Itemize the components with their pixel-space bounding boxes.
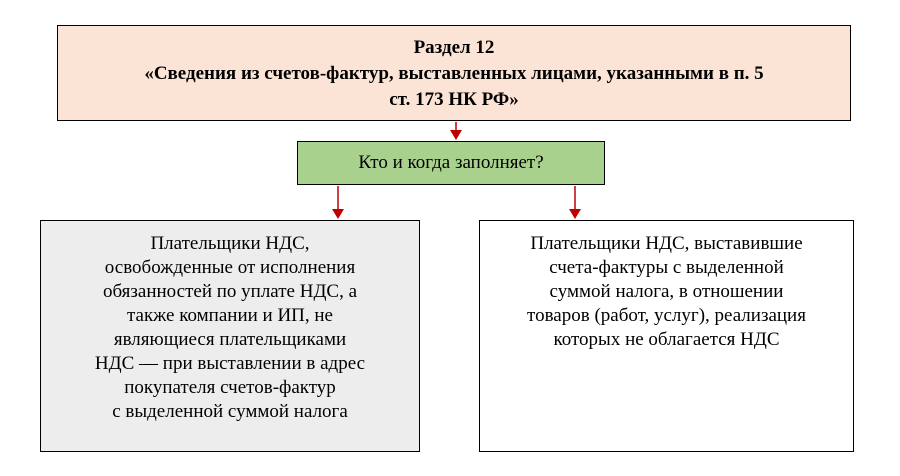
left-answer-line: обязанностей по уплате НДС, а — [102, 281, 358, 302]
section-subtitle-line-1: «Сведения из счетов-фактур, выставленных лицами, указанными в п. 5 — [144, 63, 764, 84]
left-answer-line: освобожденные от исполнения — [104, 257, 356, 278]
right-answer-box — [479, 220, 854, 452]
section-header-box — [57, 25, 851, 121]
section-subtitle-line-2: ст. 173 НК РФ» — [389, 89, 519, 110]
arrowhead-question-to-left — [332, 209, 344, 219]
left-answer-line: Плательщики НДС, — [150, 233, 310, 254]
right-answer-line: товаров (работ, услуг), реализация — [527, 305, 806, 326]
arrowhead-section-to-question — [450, 130, 462, 140]
section-title: Раздел 12 — [413, 37, 495, 58]
question-text: Кто и когда заполняет? — [358, 152, 544, 173]
right-answer-line: суммой налога, в отношении — [549, 281, 784, 302]
left-answer-box — [40, 220, 420, 452]
question-box — [297, 141, 605, 185]
left-answer-line: с выделенной суммой налога — [112, 401, 348, 422]
left-answer-line: также компании и ИП, не — [126, 305, 333, 326]
left-answer-line: покупателя счетов-фактур — [124, 377, 336, 398]
right-answer-line: которых не облагается НДС — [553, 329, 780, 350]
left-answer-line: НДС — при выставлении в адрес — [94, 353, 366, 374]
right-answer-line: Плательщики НДС, выставившие — [530, 233, 803, 254]
arrowhead-question-to-right — [569, 209, 581, 219]
left-answer-line: являющиеся плательщиками — [113, 329, 347, 350]
right-answer-line: счета-фактуры с выделенной — [549, 257, 784, 278]
